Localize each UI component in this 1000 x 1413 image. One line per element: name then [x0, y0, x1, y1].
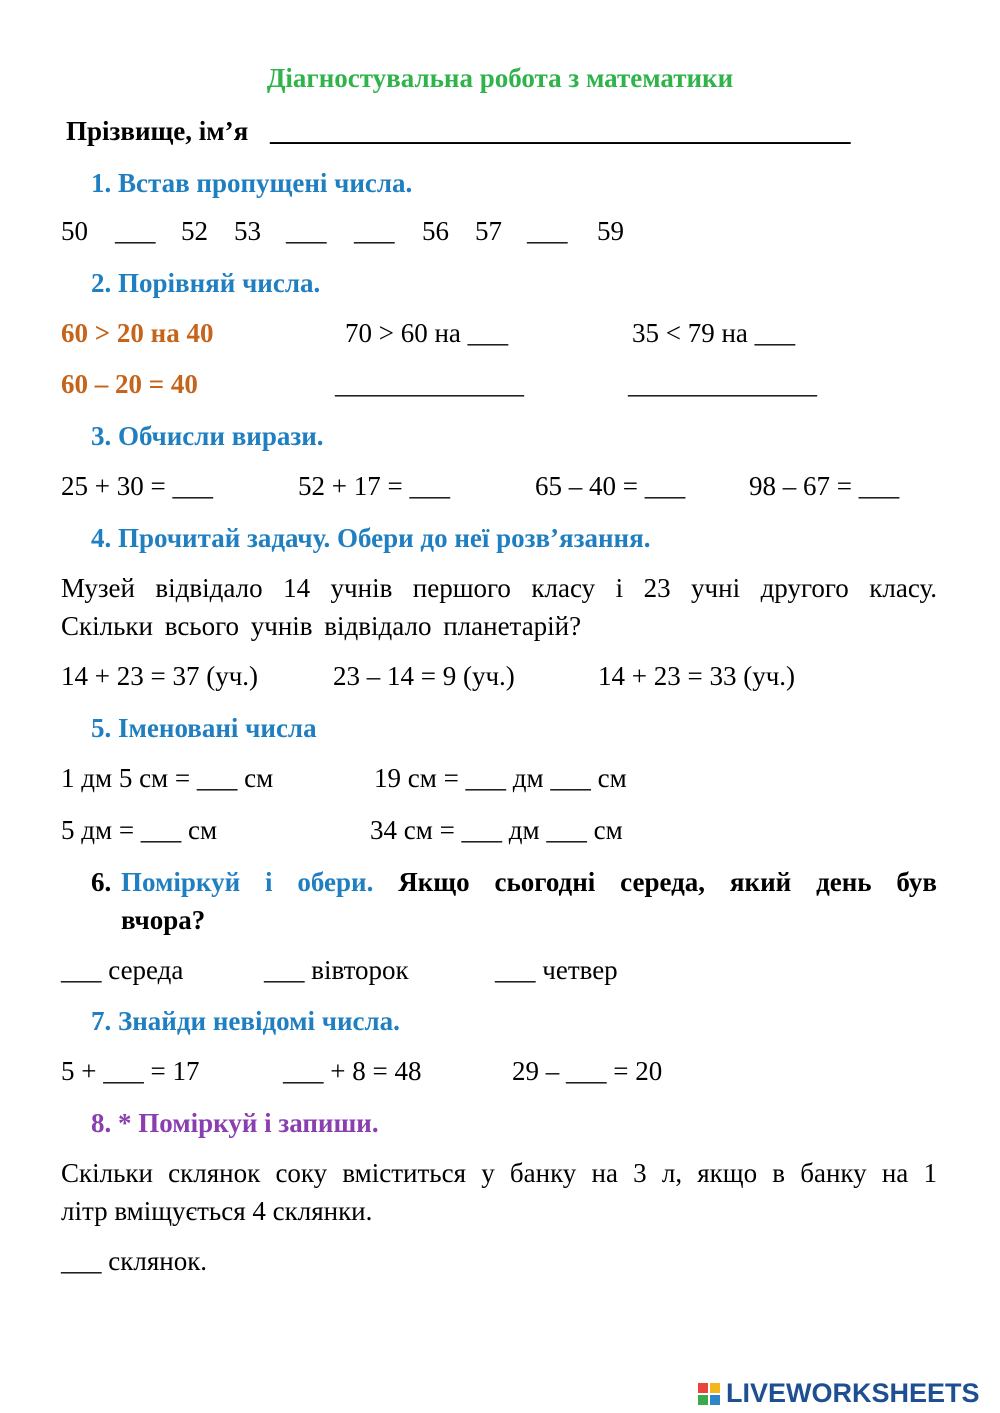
task1-number-6: 59 [597, 216, 624, 246]
task1-blank-3[interactable]: ___ [354, 216, 395, 246]
task5-conversion-1[interactable]: 1 дм 5 см = ___ см [61, 763, 274, 793]
task3-expression-3[interactable]: 65 – 40 = ___ [535, 471, 686, 501]
task2-compare-2[interactable]: 35 < 79 на ___ [632, 318, 796, 348]
task3-number: 3. [91, 421, 112, 451]
task1-number-3: 53 [234, 216, 261, 246]
logo-square-red [698, 1383, 708, 1393]
task6-question-line-2: вчора? [121, 905, 206, 935]
task7-heading [91, 1005, 400, 1037]
name-field[interactable]: ___________________________________________ [270, 116, 851, 146]
task7-expression-2[interactable]: ___ + 8 = 48 [283, 1056, 422, 1086]
logo-square-green [698, 1395, 708, 1405]
task1-blank-1[interactable]: ___ [115, 216, 156, 246]
task1-blank-2[interactable]: ___ [286, 216, 327, 246]
task3-expression-4[interactable]: 98 – 67 = ___ [749, 471, 900, 501]
task1-number-2: 52 [181, 216, 208, 246]
task4-problem-line-1: Музей відвідало 14 учнів першого класу і 23 учні другого класу. [61, 573, 937, 603]
task6-option-1[interactable]: ___ середа [61, 955, 184, 985]
task4-title: Прочитай задачу. Обери до неї розв’язання. [118, 523, 651, 553]
task3-title: Обчисли вирази. [118, 421, 324, 451]
task2-answer-line-2[interactable]: ______________ [628, 369, 817, 399]
task4-number: 4. [91, 523, 112, 553]
task2-example-expression: 60 – 20 = 40 [61, 369, 198, 399]
task3-heading [91, 420, 324, 452]
task4-heading [91, 522, 650, 554]
name-label: Прізвище, ім’я [66, 116, 249, 146]
task5-conversion-3[interactable]: 5 дм = ___ см [61, 815, 218, 845]
task3-expression-2[interactable]: 52 + 17 = ___ [298, 471, 450, 501]
logo-square-yellow [710, 1383, 720, 1393]
task4-option-2[interactable]: 23 – 14 = 9 (уч.) [333, 661, 515, 691]
task5-number: 5. [91, 713, 112, 743]
task5-title: Іменовані числа [118, 713, 317, 743]
task6-number: 6. [91, 867, 112, 897]
task8-problem-line-2: літр вміщується 4 склянки. [61, 1196, 373, 1226]
task8-problem-line-1: Скільки склянок соку вміститься у банку на 3 л, якщо в банку на 1 [61, 1158, 937, 1188]
task2-compare-1[interactable]: 70 > 60 на ___ [345, 318, 509, 348]
task8-answer[interactable]: ___ склянок. [61, 1246, 208, 1276]
task4-option-1[interactable]: 14 + 23 = 37 (уч.) [61, 661, 259, 691]
task6-option-2[interactable]: ___ вівторок [264, 955, 409, 985]
task8-number: 8. [91, 1108, 112, 1138]
task1-title: Встав пропущені числа. [118, 168, 413, 198]
task7-expression-1[interactable]: 5 + ___ = 17 [61, 1056, 200, 1086]
task5-heading [91, 712, 317, 744]
liveworksheets-logo [698, 1378, 980, 1409]
task3-expression-1[interactable]: 25 + 30 = ___ [61, 471, 213, 501]
logo-square-blue [710, 1395, 720, 1405]
task2-title: Порівняй числа. [118, 268, 321, 298]
task2-answer-line-1[interactable]: ______________ [335, 369, 524, 399]
task1-number: 1. [91, 168, 112, 198]
task5-conversion-2[interactable]: 19 см = ___ дм ___ см [374, 763, 627, 793]
task6-title: Поміркуй і обери. [121, 867, 374, 897]
task4-option-3[interactable]: 14 + 23 = 33 (уч.) [598, 661, 796, 691]
task1-blank-4[interactable]: ___ [527, 216, 568, 246]
task8-title: * Поміркуй і запиши. [118, 1108, 379, 1138]
task6-option-3[interactable]: ___ четвер [495, 955, 618, 985]
task1-number-1: 50 [61, 216, 88, 246]
task6-question-line-1 [121, 866, 937, 898]
task1-heading [91, 167, 412, 199]
task7-expression-3[interactable]: 29 – ___ = 20 [512, 1056, 663, 1086]
task7-title: Знайди невідомі числа. [118, 1006, 400, 1036]
task4-problem-line-2: Скільки всього учнів відвідало планетарій? [61, 611, 582, 641]
task2-number: 2. [91, 268, 112, 298]
task7-number: 7. [91, 1006, 112, 1036]
task5-conversion-4[interactable]: 34 см = ___ дм ___ см [370, 815, 623, 845]
task6-question: Якщо сьогодні середа, який день був [398, 867, 937, 897]
task1-number-5: 57 [475, 216, 502, 246]
task2-heading [91, 267, 320, 299]
page-title: Діагностувальна робота з математики [266, 63, 734, 93]
logo-squares-icon [698, 1383, 720, 1405]
logo-text: LIVEWORKSHEETS [726, 1378, 980, 1408]
task2-example-compare: 60 > 20 на 40 [61, 318, 214, 348]
task8-heading [91, 1107, 379, 1139]
task1-number-4: 56 [422, 216, 449, 246]
